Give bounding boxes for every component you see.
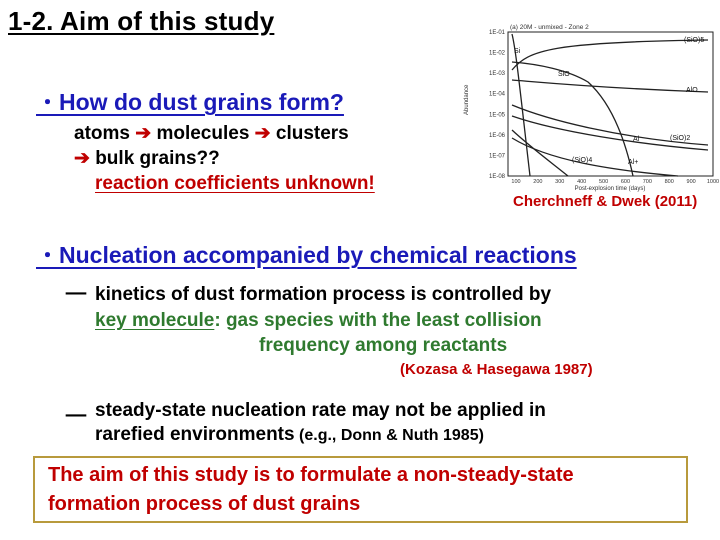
y-tick-label: 1E-03	[488, 71, 505, 78]
figure-citation: Cherchneff & Dwek (2011)	[513, 193, 698, 210]
si-curve	[512, 34, 530, 176]
bulk-grains-label: bulk grains??	[95, 148, 220, 169]
kozasa-reference: (Kozasa & Hasegawa 1987)	[400, 361, 593, 378]
x-tick-label: 500	[598, 179, 609, 185]
x-tick-label: 600	[620, 179, 631, 185]
x-axis-label: Post-explosion time (days)	[574, 186, 646, 192]
bulk-grains-line	[74, 147, 220, 170]
x-tick-label: 700	[642, 179, 652, 185]
curve-label: Al+	[628, 159, 639, 166]
kinetics-line: kinetics of dust formation process is controlled by	[95, 284, 552, 305]
rarefied-environments-text: rarefied environments	[95, 424, 295, 445]
arrow-right-icon: ➔	[135, 123, 152, 144]
curve-label: (SiO)5	[684, 37, 705, 44]
y-tick-label: 1E-04	[488, 91, 505, 98]
x-tick-labels	[511, 179, 719, 185]
x-tick-label: 900	[686, 179, 696, 185]
curve-label: Si	[514, 48, 521, 55]
reaction-coefficients-note: reaction coefficients unknown!	[95, 173, 375, 194]
arrow-right-icon: ➔	[254, 123, 271, 144]
bullet-dash: －	[63, 279, 90, 309]
curve-label: SiO	[558, 71, 570, 78]
x-tick-label: 100	[511, 179, 521, 185]
formation-sequence-line	[74, 122, 349, 145]
key-molecule-term: key molecule	[95, 310, 215, 331]
clusters-label: clusters	[275, 123, 349, 144]
key-molecule-definition: : gas species with the least collision	[214, 310, 542, 331]
y-tick-label: 1E-08	[488, 174, 505, 180]
donn-nuth-reference: (e.g., Donn & Nuth 1985)	[299, 427, 484, 444]
y-tick-label: 1E-05	[488, 112, 505, 119]
y-tick-label: 1E-02	[488, 50, 505, 57]
arrow-right-icon: ➔	[74, 148, 90, 169]
x-tick-label: 800	[664, 179, 674, 185]
curve-label: (SiO)4	[572, 157, 593, 164]
sio2-curve	[512, 116, 708, 150]
rarefied-line	[95, 424, 484, 446]
aim-line-1: The aim of this study is to formulate a non-steady-state	[48, 464, 574, 486]
bullet-dash: －	[63, 401, 90, 431]
plot-header: (a) 20M - unmixed - Zone 2	[510, 24, 589, 31]
alo-curve	[512, 80, 708, 92]
atoms-label: atoms	[74, 123, 130, 144]
y-tick-label: 1E-01	[488, 30, 505, 36]
x-tick-label: 1000	[706, 179, 720, 185]
x-tick-label: 200	[533, 179, 543, 185]
plot-frame	[508, 32, 713, 176]
key-molecule-line	[95, 310, 542, 332]
y-tick-labels	[489, 30, 506, 180]
curve-label: (SiO)2	[670, 135, 691, 142]
y-axis-label: Abundance	[464, 84, 470, 115]
x-tick-label: 400	[577, 179, 587, 185]
curve-label: AlO	[686, 87, 698, 94]
section-heading-nucleation: ・Nucleation accompanied by chemical reactions	[36, 242, 577, 268]
curve-label: Al	[633, 136, 640, 143]
section-heading-dust-formation: ・How do dust grains form?	[36, 89, 344, 115]
steady-state-line: steady-state nucleation rate may not be applied in	[95, 400, 546, 421]
x-tick-label: 300	[555, 179, 565, 185]
abundance-plot	[458, 20, 720, 192]
page-title: 1-2. Aim of this study	[8, 6, 275, 36]
y-tick-label: 1E-06	[488, 132, 505, 139]
sio4-curve	[512, 130, 568, 176]
collision-frequency-line: frequency among reactants	[259, 335, 508, 356]
molecules-label: molecules	[156, 123, 250, 144]
y-tick-label: 1E-07	[488, 153, 505, 160]
aim-line-2: formation process of dust grains	[48, 493, 361, 515]
